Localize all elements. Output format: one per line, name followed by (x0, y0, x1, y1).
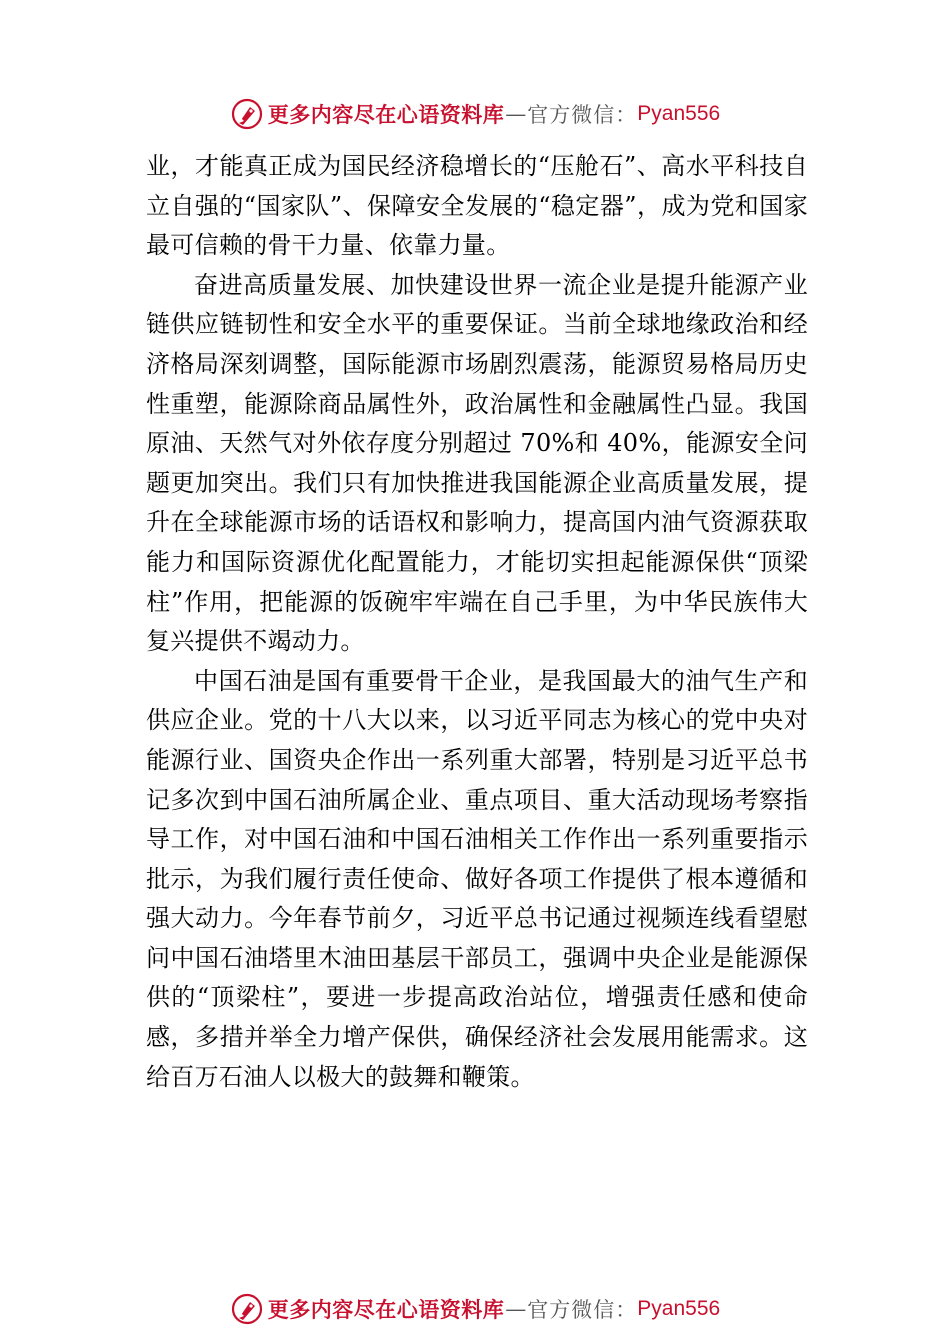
header-brand-text: 更多内容尽在心语资料库 (267, 102, 505, 127)
document-body (146, 147, 808, 1097)
footer-separator: — (505, 1297, 527, 1321)
footer-banner (0, 1289, 950, 1329)
footer-brand-text: 更多内容尽在心语资料库 (267, 1297, 505, 1322)
footer-wechat-id: Pyan556 (637, 1297, 721, 1320)
header-banner (0, 94, 950, 134)
paragraph-1: 业，才能真正成为国民经济稳增长的“压舱石”、高水平科技自立自强的“国家队”、保障安全发展的“稳定器”，成为党和国家最可信赖的骨干力量、依靠力量。 (146, 152, 808, 260)
footer-wechat-label: 官方微信： (527, 1298, 638, 1322)
paragraph-3: 中国石油是国有重要骨干企业，是我国最大的油气生产和供应企业。党的十八大以来，以习近平同志为核心的党中央对能源行业、国资央企作出一系列重大部署，特别是习近平总书记多次到中国石油所属企业、重点项目、重大活动现场考察指导工作，对中国石油和中国石油相关工作作出一系列重要指示批示，为我们履行责任使命、做好各项工作提供了根本遵循和强大动力。今年春节前夕，习近平总书记通过视频连线看望慰问中国石油塔里木油田基层干部员工，强调中央企业是能源保供的“顶梁柱”，要进一步提高政治站位，增强责任感和使命感，多措并举全力增产保供，确保经济社会发展用能需求。这给百万石油人以极大的鼓舞和鞭策。 (146, 666, 808, 1091)
header-wechat-label: 官方微信： (527, 103, 638, 127)
pen-nib-logo-icon (230, 1292, 264, 1326)
header-wechat-id: Pyan556 (637, 102, 721, 125)
pen-nib-logo-icon (230, 97, 264, 131)
paragraph-2: 奋进高质量发展、加快建设世界一流企业是提升能源产业链供应链韧性和安全水平的重要保证。当前全球地缘政治和经济格局深刻调整，国际能源市场剧烈震荡，能源贸易格局历史性重塑，能源除商品属性外，政治属性和金融属性凸显。我国原油、天然气对外依存度分别超过 70%和 40%，能源安全问题更加突出。我们只有加快推进我国能源企业高质量发展，提升在全球能源市场的话语权和影响力，提高国内油气资源获取能力和国际资源优化配置能力，才能切实担起能源保供“顶梁柱”作用，把能源的饭碗牢牢端在自己手里，为中华民族伟大复兴提供不竭动力。 (146, 270, 808, 656)
header-separator: — (505, 102, 527, 126)
